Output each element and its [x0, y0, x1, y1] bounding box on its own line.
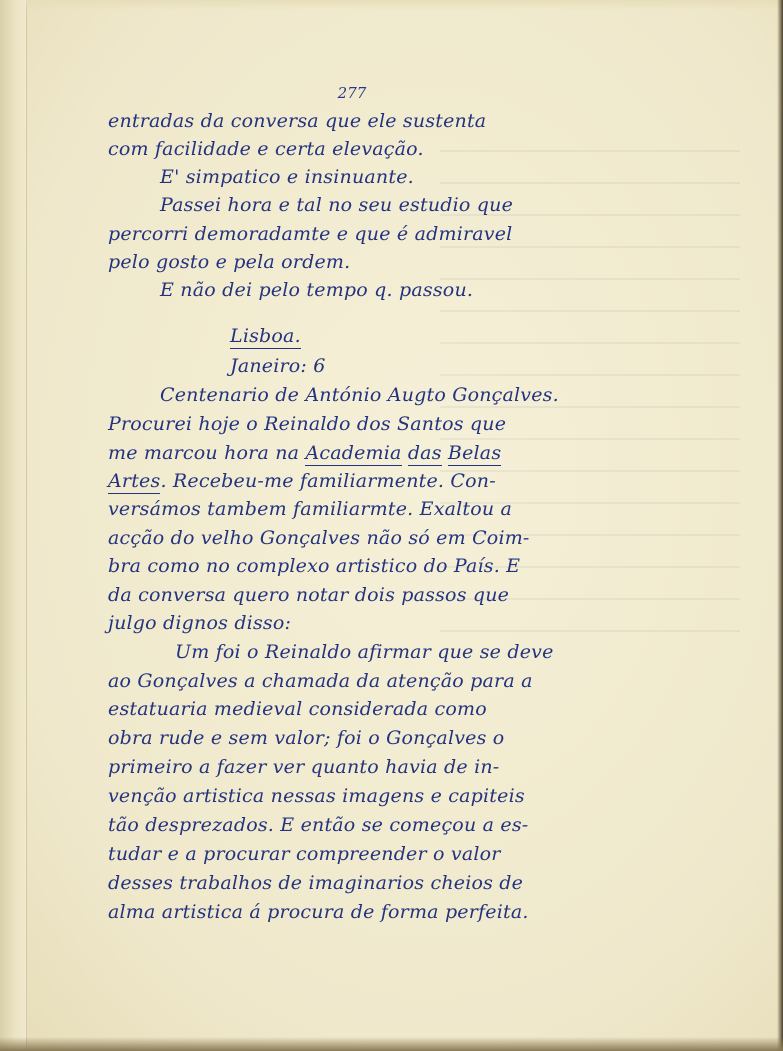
underlined-academia: Academia [305, 442, 402, 464]
page-number: 277 [337, 84, 367, 102]
text-line: desses trabalhos de imaginarios cheios de [108, 872, 524, 894]
text-line: Centenario de António Augto Gonçalves. [160, 384, 559, 406]
text-line: venção artistica nessas imagens e capiteis [108, 785, 525, 807]
text-line: versámos tambem familiarmte. Exaltou a [108, 498, 513, 520]
text-line: entradas da conversa que ele sustenta [108, 110, 487, 132]
text-fragment: . Recebeu-me familiarmente. Con- [160, 470, 496, 492]
heading-place [230, 325, 301, 347]
page-top-edge [26, 0, 783, 10]
text-line: percorri demoradamte e que é admiravel [108, 223, 513, 245]
text-line: E não dei pelo tempo q. passou. [160, 279, 474, 301]
text-line: com facilidade e certa elevação. [108, 138, 424, 160]
text-line: alma artistica á procura de forma perfeita. [108, 901, 529, 923]
text-line: primeiro a fazer ver quanto havia de in- [108, 756, 500, 778]
text-line: E' simpatico e insinuante. [160, 166, 414, 188]
text-line: da conversa quero notar dois passos que [108, 584, 510, 606]
text-line: obra rude e sem valor; foi o Gonçalves o [108, 727, 505, 749]
text-line: acção do velho Gonçalves não só em Coim- [108, 527, 530, 549]
heading-date: Janeiro: 6 [230, 355, 326, 377]
text-line: Passei hora e tal no seu estudio que [160, 194, 514, 216]
text-fragment: me marcou hora na [108, 442, 300, 464]
text-line: Um foi o Reinaldo afirmar que se deve [175, 641, 554, 663]
text-line: julgo dignos disso: [108, 612, 292, 634]
text-line: tudar e a procurar compreender o valor [108, 843, 501, 865]
underlined-das: das [407, 442, 442, 464]
text-line: pelo gosto e pela ordem. [108, 251, 351, 273]
text-line: ao Gonçalves a chamada da atenção para a [108, 670, 533, 692]
binding-edge [0, 0, 27, 1051]
underlined-belas: Belas [447, 442, 502, 464]
text-line: tão desprezados. E então se começou a es- [108, 814, 529, 836]
text-line-academia [108, 442, 501, 464]
text-line-artes [108, 470, 496, 492]
page-right-edge [777, 0, 783, 1051]
text-line: Procurei hoje o Reinaldo dos Santos que [108, 413, 507, 435]
heading-place-text: Lisboa. [230, 325, 301, 347]
text-line: estatuaria medieval considerada como [108, 698, 487, 720]
page-bottom-edge [0, 1037, 783, 1051]
text-line: bra como no complexo artistico do País. E [108, 555, 521, 577]
underlined-artes: Artes [108, 470, 161, 492]
